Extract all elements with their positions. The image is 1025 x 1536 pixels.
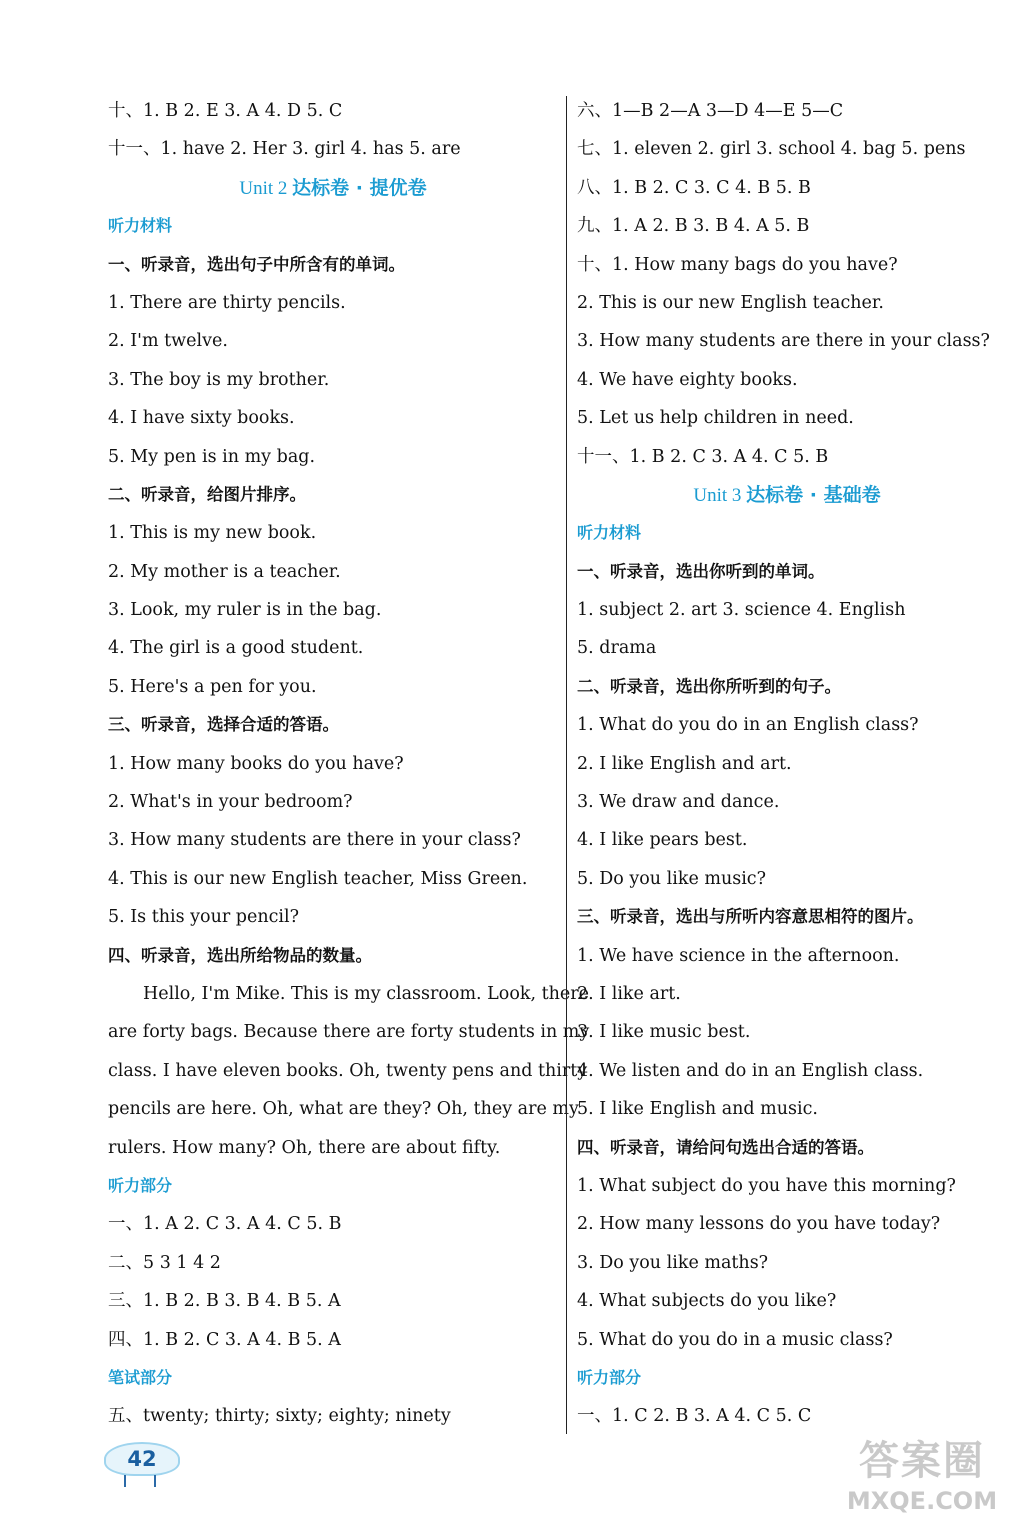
text-line: 2. I like art. — [577, 983, 681, 1004]
column-divider — [566, 96, 567, 1434]
text-line: 2. I'm twelve. — [108, 331, 228, 352]
section-title — [577, 476, 997, 514]
section-title-label: 达标卷 · 提优卷 — [292, 176, 427, 199]
section-label: 听力材料 — [108, 216, 173, 236]
text-line: 十、1. How many bags do you have? — [577, 254, 898, 275]
section-title — [108, 169, 558, 207]
question-heading: 二、听录音，选出你所听到的句子。 — [577, 676, 841, 696]
text-line: 5. Let us help children in need. — [577, 408, 854, 429]
text-line: 3. The boy is my brother. — [108, 369, 330, 390]
question-heading: 二、听录音，给图片排序。 — [108, 484, 306, 504]
section-title-unit: Unit 2 — [239, 177, 293, 199]
text-line: 二、5 3 1 4 2 — [108, 1252, 221, 1273]
text-line: 五、twenty; thirty; sixty; eighty; ninety — [108, 1406, 451, 1427]
page-number-badge — [104, 1442, 180, 1476]
text-line: 1. There are thirty pencils. — [108, 292, 346, 313]
text-line: rulers. How many? Oh, there are about fifty. — [108, 1137, 501, 1158]
section-label: 笔试部分 — [108, 1367, 173, 1387]
text-line: 4. What subjects do you like? — [577, 1291, 837, 1312]
text-line: 2. My mother is a teacher. — [108, 561, 341, 582]
right-column — [577, 92, 997, 1436]
text-line: 一、1. A 2. C 3. A 4. C 5. B — [108, 1214, 342, 1235]
text-line: 三、1. B 2. B 3. B 4. B 5. A — [108, 1291, 341, 1312]
badge-leg-right — [154, 1475, 156, 1487]
text-line: 1. This is my new book. — [108, 523, 317, 544]
text-line: 1. We have science in the afternoon. — [577, 945, 900, 966]
text-line: 5. Do you like music? — [577, 868, 766, 889]
text-line: class. I have eleven books. Oh, twenty pens and thirty — [108, 1060, 588, 1081]
left-column — [108, 92, 590, 1436]
text-line: 1. subject 2. art 3. science 4. English — [577, 600, 906, 621]
text-line: 3. How many students are there in your class? — [108, 830, 521, 851]
text-line: 十一、1. have 2. Her 3. girl 4. has 5. are — [108, 139, 461, 160]
question-heading: 一、听录音，选出句子中所含有的单词。 — [108, 254, 405, 274]
badge-leg-left — [124, 1475, 126, 1487]
question-heading: 四、听录音，选出所给物品的数量。 — [108, 945, 372, 965]
paragraph-line: Hello, I'm Mike. This is my classroom. Look, there — [143, 983, 589, 1004]
text-line: are forty bags. Because there are forty students in my — [108, 1022, 590, 1043]
text-line: 六、1—B 2—A 3—D 4—E 5—C — [577, 101, 844, 121]
section-label: 听力材料 — [577, 523, 642, 543]
watermark-cn: 答案圈 — [859, 1438, 985, 1484]
section-label: 听力部分 — [577, 1367, 642, 1387]
text-line: 2. This is our new English teacher. — [577, 292, 884, 313]
page-number: 42 — [127, 1447, 157, 1471]
text-line: 4. We have eighty books. — [577, 369, 798, 390]
watermark-en: MXQE.COM — [846, 1487, 998, 1515]
text-line: 八、1. B 2. C 3. C 4. B 5. B — [577, 177, 811, 198]
text-line: 1. What do you do in an English class? — [577, 715, 919, 736]
text-line: 2. How many lessons do you have today? — [577, 1214, 941, 1235]
text-line: 1. How many books do you have? — [108, 753, 404, 774]
watermark — [837, 1436, 1007, 1526]
question-heading: 一、听录音，选出你听到的单词。 — [577, 561, 825, 581]
text-line: 3. Look, my ruler is in the bag. — [108, 600, 382, 621]
question-heading: 三、听录音，选择合适的答语。 — [108, 715, 339, 735]
text-line: 四、1. B 2. C 3. A 4. B 5. A — [108, 1329, 341, 1350]
text-line: 4. The girl is a good student. — [108, 638, 364, 659]
text-line: 5. Here's a pen for you. — [108, 676, 317, 697]
text-line: 5. My pen is in my bag. — [108, 446, 316, 467]
text-line: 4. I like pears best. — [577, 830, 748, 851]
text-line: 十一、1. B 2. C 3. A 4. C 5. B — [577, 446, 829, 467]
text-line: 2. I like English and art. — [577, 753, 792, 774]
text-line: 九、1. A 2. B 3. B 4. A 5. B — [577, 216, 810, 237]
text-line: 5. What do you do in a music class? — [577, 1329, 893, 1350]
text-line: 一、1. C 2. B 3. A 4. C 5. C — [577, 1406, 812, 1427]
text-line: 4. We listen and do in an English class. — [577, 1060, 924, 1081]
text-line: 5. Is this your pencil? — [108, 907, 299, 928]
section-label: 听力部分 — [108, 1175, 173, 1195]
text-line: 3. How many students are there in your class? — [577, 331, 990, 352]
section-title-label: 达标卷 · 基础卷 — [746, 483, 881, 506]
text-line: 5. drama — [577, 638, 657, 659]
text-line: pencils are here. Oh, what are they? Oh, they are my — [108, 1099, 579, 1120]
question-heading: 三、听录音，选出与所听内容意思相符的图片。 — [577, 907, 924, 927]
text-line: 七、1. eleven 2. girl 3. school 4. bag 5. pens — [577, 139, 966, 160]
text-line: 十、1. B 2. E 3. A 4. D 5. C — [108, 101, 343, 121]
section-title-unit: Unit 3 — [693, 484, 747, 506]
question-heading: 四、听录音，请给问句选出合适的答语。 — [577, 1137, 874, 1157]
text-line: 3. We draw and dance. — [577, 792, 780, 813]
text-line: 5. I like English and music. — [577, 1099, 818, 1120]
text-line: 3. I like music best. — [577, 1022, 751, 1043]
text-line: 4. This is our new English teacher, Miss Green. — [108, 868, 528, 889]
text-line: 1. What subject do you have this morning? — [577, 1175, 956, 1196]
text-line: 2. What's in your bedroom? — [108, 792, 353, 813]
text-line: 4. I have sixty books. — [108, 408, 295, 429]
text-line: 3. Do you like maths? — [577, 1252, 769, 1273]
